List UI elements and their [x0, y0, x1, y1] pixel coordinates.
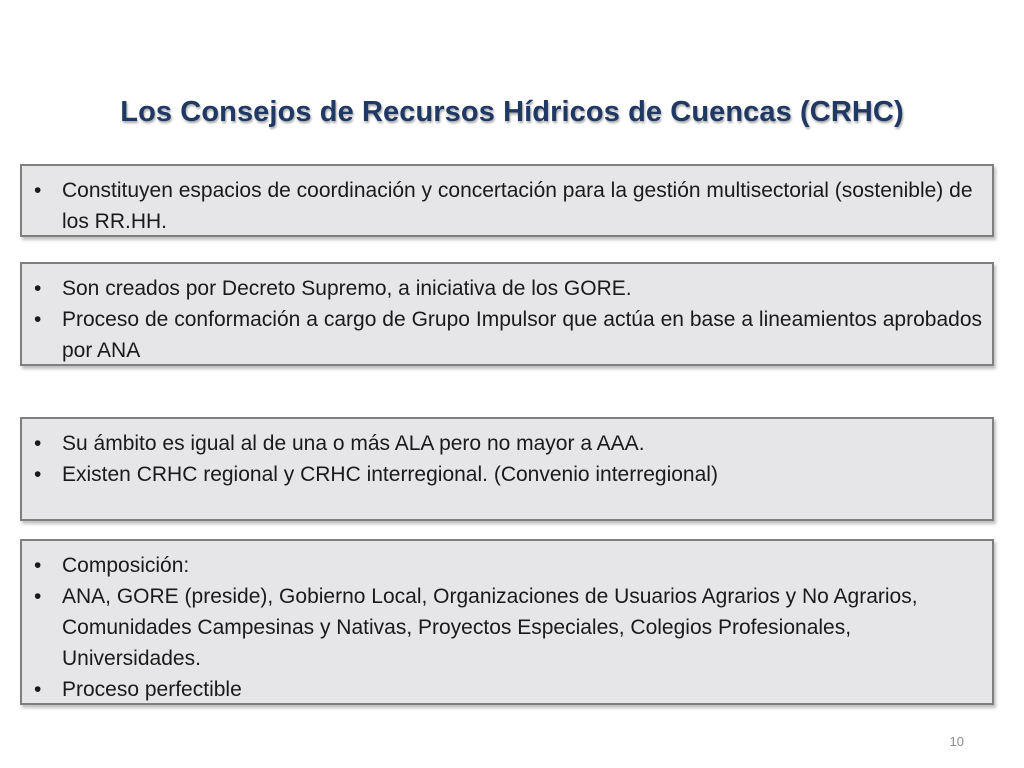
- info-box-composition: [20, 539, 994, 705]
- info-box-scope: [20, 417, 994, 521]
- bullet-list: [32, 175, 982, 237]
- bullet-item: • Composición:: [32, 550, 982, 581]
- bullet-item: • Proceso de conformación a cargo de Grupo Impulsor que actúa en base a lineamientos aprobados por ANA: [32, 304, 982, 366]
- info-box-definition: [20, 164, 994, 237]
- bullet-item: • Existen CRHC regional y CRHC interregional. (Convenio interregional): [32, 459, 982, 490]
- bullet-item: • Su ámbito es igual al de una o más ALA pero no mayor a AAA.: [32, 428, 982, 459]
- bullet-list: [32, 428, 982, 490]
- info-box-creation: [20, 262, 994, 366]
- slide-title: Los Consejos de Recursos Hídricos de Cuencas (CRHC): [120, 96, 904, 128]
- bullet-list: [32, 273, 982, 366]
- bullet-item: • Son creados por Decreto Supremo, a iniciativa de los GORE.: [32, 273, 982, 304]
- bullet-item: • Proceso perfectible: [32, 674, 982, 705]
- page-number: 10: [949, 734, 964, 749]
- bullet-item: • Constituyen espacios de coordinación y concertación para la gestión multisectorial (sostenible) de los RR.HH.: [32, 175, 982, 237]
- bullet-list: [32, 550, 982, 705]
- bullet-item: • ANA, GORE (preside), Gobierno Local, Organizaciones de Usuarios Agrarios y No Agrarios, Comunidades Campesinas y Nativas, Proyectos Especiales, Colegios Profesionales, Universidades.: [32, 581, 982, 674]
